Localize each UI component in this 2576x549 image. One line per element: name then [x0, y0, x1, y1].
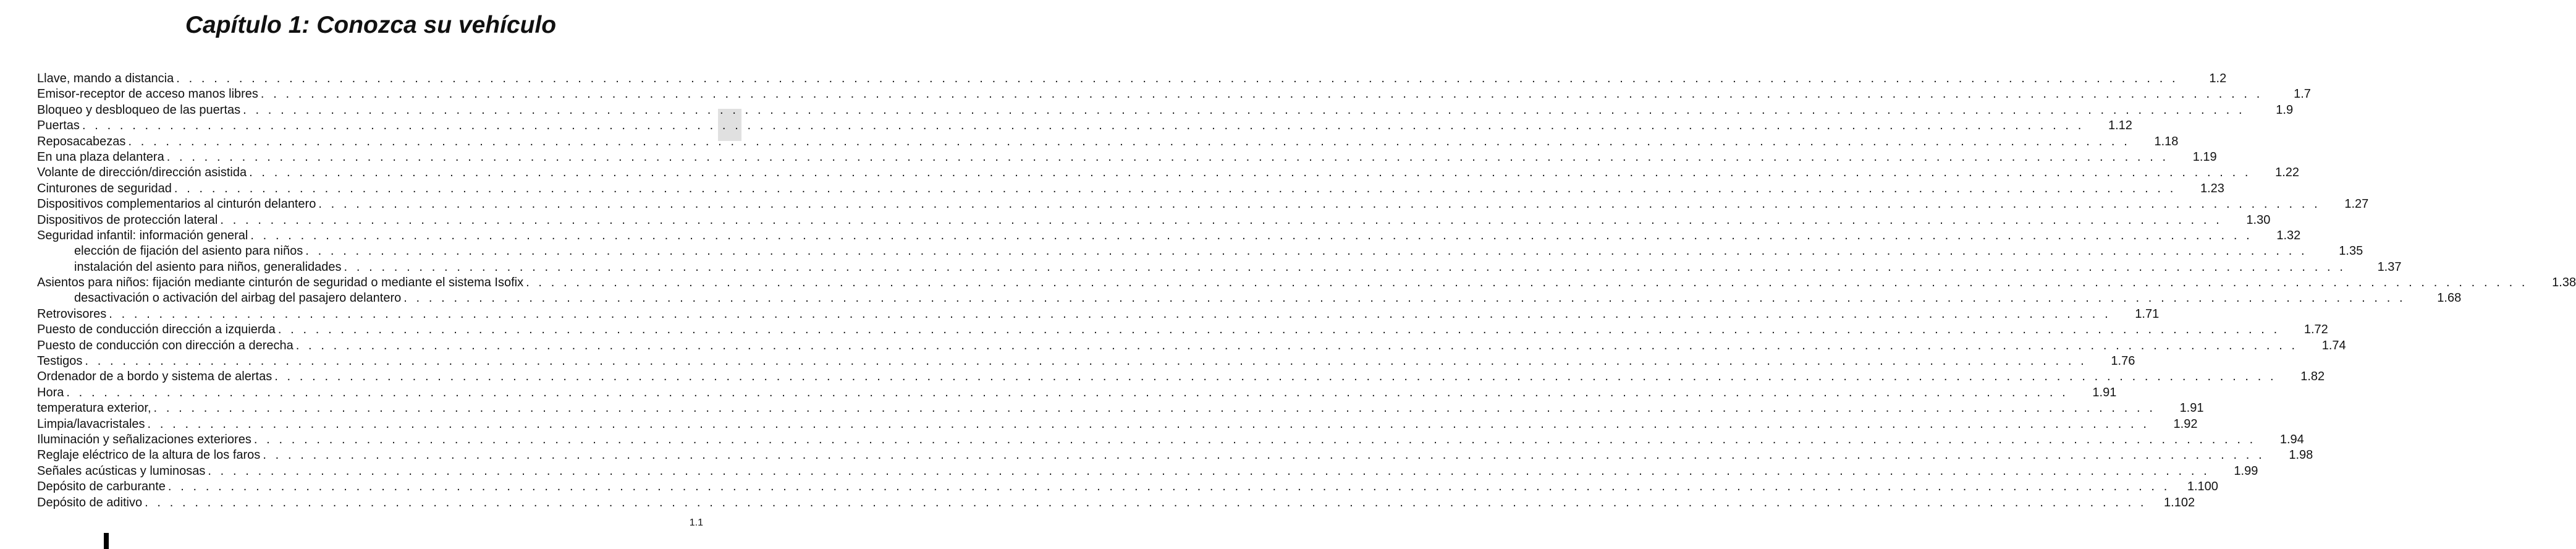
toc-entry-page: 1.98	[2289, 448, 2313, 462]
toc-leader-dots: . . . . . . . . . . . . . . . . . . . . . . . . . . . . . . . . . . . . . . . . . . . . . . . . . . . . . . . . . . . . . . . . . . . . . . . . . . . . . . . . . . . . . . . . . . . . . . . . . . . . . . . . . . . . . . . . . . . . . . . . . . . . . . . . . . . . . . . . . . . . . . . . . . . . . . . . . . . . . . . .	[153, 401, 2156, 415]
toc-entry-label: En una plaza delantera	[37, 150, 164, 164]
toc-entry[interactable]	[37, 71, 2227, 87]
toc-entry[interactable]	[37, 369, 2325, 385]
toc-entry-page: 1.76	[2111, 354, 2135, 368]
toc-entry-label: Puesto de conducción con dirección a derecha	[37, 338, 293, 352]
toc-leader-dots: . . . . . . . . . . . . . . . . . . . . . . . . . . . . . . . . . . . . . . . . . . . . . . . . . . . . . . . . . . . . . . . . . . . . . . . . . . . . . . . . . . . . . . . . . . . . . . . . . . . . . . . . . . . . . . . . . . . . . . . . . . . . . . . . . . . . . . . . . . . . . . . . . . . . . . . . . . . . . . . .	[260, 87, 2263, 101]
toc-entry-page: 1.23	[2200, 181, 2224, 195]
toc-entry[interactable]	[37, 103, 2294, 118]
toc-entry[interactable]	[37, 385, 2117, 401]
page-number: 1.1	[689, 517, 703, 528]
toc-entry-page: 1.100	[2187, 480, 2218, 494]
toc-entry[interactable]	[37, 134, 2179, 150]
toc-entry-label: Puertas	[37, 119, 80, 133]
toc-entry[interactable]	[37, 165, 2300, 181]
toc-leader-dots: . . . . . . . . . . . . . . . . . . . . . . . . . . . . . . . . . . . . . . . . . . . . . . . . . . . . . . . . . . . . . . . . . . . . . . . . . . . . . . . . . . . . . . . . . . . . . . . . . . . . . . . . . . . . . . . . . . . . . . . . . . . . . . . . . . . . . . . . . . . . . . . . . . . . . . . . . . . . . . . .	[403, 291, 2406, 305]
toc-leader-dots: . . . . . . . . . . . . . . . . . . . . . . . . . . . . . . . . . . . . . . . . . . . . . . . . . . . . . . . . . . . . . . . . . . . . . . . . . . . . . . . . . . . . . . . . . . . . . . . . . . . . . . . . . . . . . . . . . . . . . . . . . . . . . . . . . . . . . . . . . . . . . . . . . . . . . . . . . . . . . . . .	[253, 432, 2256, 446]
toc-entry[interactable]	[37, 464, 2258, 479]
toc-entry[interactable]	[37, 228, 2301, 244]
toc-entry[interactable]	[37, 197, 2369, 212]
toc-leader-dots: . . . . . . . . . . . . . . . . . . . . . . . . . . . . . . . . . . . . . . . . . . . . . . . . . . . . . . . . . . . . . . . . . . . . . . . . . . . . . . . . . . . . . . . . . . . . . . . . . . . . . . . . . . . . . . . . . . . . . . . . . . . . . . . . . . . . . . . . . . . . . . . . . . . . . . . . . . . . . . . .	[220, 213, 2223, 227]
toc-leader-dots: . . . . . . . . . . . . . . . . . . . . . . . . . . . . . . . . . . . . . . . . . . . . . . . . . . . . . . . . . . . . . . . . . . . . . . . . . . . . . . . . . . . . . . . . . . . . . . . . . . . . . . . . . . . . . . . . . . . . . . . . . . . . . . . . . . . . . . . . . . . . . . . . . . . . . . . . . . . . . . . .	[66, 385, 2069, 399]
toc-entry-page: 1.68	[2437, 291, 2462, 305]
toc-entry-page: 1.74	[2321, 338, 2346, 352]
toc-entry[interactable]	[37, 448, 2313, 463]
toc-leader-dots: . . . . . . . . . . . . . . . . . . . . . . . . . . . . . . . . . . . . . . . . . . . . . . . . . . . . . . . . . . . . . . . . . . . . . . . . . . . . . . . . . . . . . . . . . . . . . . . . . . . . . . . . . . . . . . . . . . . . . . . . . . . . . . . . . . . . . . . . . . . . . . . . . . . . . . . . . . . . . . . .	[305, 244, 2308, 258]
toc-leader-dots: . . . . . . . . . . . . . . . . . . . . . . . . . . . . . . . . . . . . . . . . . . . . . . . . . . . . . . . . . . . . . . . . . . . . . . . . . . . . . . . . . . . . . . . . . . . . . . . . . . . . . . . . . . . . . . . . . . . . . . . . . . . . . . . . . . . . . . . . . . . . . . . . . . . . . . . . . . . . . . . .	[277, 323, 2280, 337]
toc-entry-label: Reglaje eléctrico de la altura de los faros	[37, 448, 261, 462]
toc-leader-dots: . . . . . . . . . . . . . . . . . . . . . . . . . . . . . . . . . . . . . . . . . . . . . . . . . . . . . . . . . . . . . . . . . . . . . . . . . . . . . . . . . . . . . . . . . . . . . . . . . . . . . . . . . . . . . . . . . . . . . . . . . . . . . . . . . . . . . . . . . . . . . . . . . . . . . . . . . . . . . . . .	[263, 448, 2265, 462]
toc-leader-dots: . . . . . . . . . . . . . . . . . . . . . . . . . . . . . . . . . . . . . . . . . . . . . . . . . . . . . . . . . . . . . . . . . . . . . . . . . . . . . . . . . . . . . . . . . . . . . . . . . . . . . . . . . . . . . . . . . . . . . . . . . . . . . . . . . . . . . . . . . . . . . . . . . . . . . . . . . . . . . . . .	[208, 464, 2210, 478]
toc-entry-label: Limpia/lavacristales	[37, 417, 145, 431]
toc-leader-dots: . . . . . . . . . . . . . . . . . . . . . . . . . . . . . . . . . . . . . . . . . . . . . . . . . . . . . . . . . . . . . . . . . . . . . . . . . . . . . . . . . . . . . . . . . . . . . . . . . . . . . . . . . . . . . . . . . . . . . . . . . . . . . . . . . . . . . . . . . . . . . . . . . . . . . . . . . . . . . . . .	[318, 197, 2321, 211]
toc-entry-label: Testigos	[37, 354, 83, 368]
toc-entry-page: 1.7	[2294, 87, 2311, 101]
toc-entry-label: Emisor-receptor de acceso manos libres	[37, 87, 258, 101]
toc-entry-label: temperatura exterior,	[37, 401, 151, 415]
toc-entry[interactable]	[37, 150, 2217, 165]
toc-entry-page: 1.2	[2209, 72, 2227, 85]
toc-leader-dots: . . . . . . . . . . . . . . . . . . . . . . . . . . . . . . . . . . . . . . . . . . . . . . . . . . . . . . . . . . . . . . . . . . . . . . . . . . . . . . . . . . . . . . . . . . . . . . . . . . . . . . . . . . . . . . . . . . . . . . . . . . . . . . . . . . . . . . . . . . . . . . . . . . . . . . . . . . . . . . . .	[82, 119, 2084, 133]
toc-entry-page: 1.82	[2300, 370, 2325, 384]
toc-subentry[interactable]	[37, 244, 2363, 259]
toc-entry-page: 1.37	[2377, 260, 2402, 274]
toc-entry-page: 1.99	[2234, 464, 2258, 478]
toc-entry-page: 1.9	[2276, 103, 2294, 117]
toc-leader-dots: . . . . . . . . . . . . . . . . . . . . . . . . . . . . . . . . . . . . . . . . . . . . . . . . . . . . . . . . . . . . . . . . . . . . . . . . . . . . . . . . . . . . . . . . . . . . . . . . . . . . . . . . . . . . . . . . . . . . . . . . . . . . . . . . . . . . . . . . . . . . . . . . . . . . . . . . . . . . . . . .	[250, 228, 2253, 242]
toc-entry-label: Iluminación y señalizaciones exteriores	[37, 432, 251, 446]
toc-entry-label: Hora	[37, 385, 64, 399]
toc-entry-page: 1.72	[2304, 323, 2328, 337]
toc-entry-label: Ordenador de a bordo y sistema de alertas	[37, 370, 272, 384]
toc-entry-label: Reposacabezas	[37, 134, 126, 148]
toc-entry-label: Seguridad infantil: información general	[37, 228, 248, 242]
toc-entry[interactable]	[37, 87, 2311, 102]
toc-leader-dots: . . . . . . . . . . . . . . . . . . . . . . . . . . . . . . . . . . . . . . . . . . . . . . . . . . . . . . . . . . . . . . . . . . . . . . . . . . . . . . . . . . . . . . . . . . . . . . . . . . . . . . . . . . . . . . . . . . . . . . . . . . . . . . . . . . . . . . . . . . . . . . . . . . . . . . . . . . . . . . . .	[109, 307, 2111, 321]
toc-entry[interactable]	[37, 401, 2204, 416]
toc-subentry[interactable]	[37, 291, 2462, 306]
toc-leader-dots: . . . . . . . . . . . . . . . . . . . . . . . . . . . . . . . . . . . . . . . . . . . . . . . . . . . . . . . . . . . . . . . . . . . . . . . . . . . . . . . . . . . . . . . . . . . . . . . . . . . . . . . . . . . . . . . . . . . . . . . . . . . . . . . . . . . . . . . . . . . . . . . . . . . . . . . . . . . . . . . .	[85, 354, 2087, 368]
toc-entry[interactable]	[37, 338, 2346, 354]
toc-subentry[interactable]	[37, 260, 2402, 275]
toc-entry-label: Volante de dirección/dirección asistida	[37, 166, 247, 180]
toc-entry-page: 1.35	[2339, 244, 2363, 258]
toc-entry-page: 1.38	[2552, 276, 2576, 290]
toc-entry-page: 1.91	[2092, 385, 2117, 399]
toc-leader-dots: . . . . . . . . . . . . . . . . . . . . . . . . . . . . . . . . . . . . . . . . . . . . . . . . . . . . . . . . . . . . . . . . . . . . . . . . . . . . . . . . . . . . . . . . . . . . . . . . . . . . . . . . . . . . . . . . . . . . . . . . . . . . . . . . . . . . . . . . . . . . . . . . . . . . . . . . . . . . . . . .	[147, 417, 2150, 431]
toc-leader-dots: . . . . . . . . . . . . . . . . . . . . . . . . . . . . . . . . . . . . . . . . . . . . . . . . . . . . . . . . . . . . . . . . . . . . . . . . . . . . . . . . . . . . . . . . . . . . . . . . . . . . . . . . . . . . . . . . . . . . . . . . . . . . . . . . . . . . . . . . . . . . . . . . . . . . . . . . . . . . . . . .	[145, 495, 2147, 509]
toc-entry[interactable]	[37, 307, 2160, 322]
toc-leader-dots: . . . . . . . . . . . . . . . . . . . . . . . . . . . . . . . . . . . . . . . . . . . . . . . . . . . . . . . . . . . . . . . . . . . . . . . . . . . . . . . . . . . . . . . . . . . . . . . . . . . . . . . . . . . . . . . . . . . . . . . . . . . . . . . . . . . . . . . . . . . . . . . . . . . . . . . . . . . . . . . .	[128, 134, 2130, 148]
toc-entry-page: 1.71	[2135, 307, 2160, 321]
toc-entry-label: Señales acústicas y luminosas	[37, 464, 206, 478]
toc-leader-dots: . . . . . . . . . . . . . . . . . . . . . . . . . . . . . . . . . . . . . . . . . . . . . . . . . . . . . . . . . . . . . . . . . . . . . . . . . . . . . . . . . . . . . . . . . . . . . . . . . . . . . . . . . . . . . . . . . . . . . . . . . . . . . . . . . . . . . . . . . . . . . . . . . . . . . . . . . . . . . . . .	[174, 181, 2176, 195]
toc-entry-label: Depósito de aditivo	[37, 495, 143, 509]
toc-entry[interactable]	[37, 322, 2328, 338]
toc-leader-dots: . . . . . . . . . . . . . . . . . . . . . . . . . . . . . . . . . . . . . . . . . . . . . . . . . . . . . . . . . . . . . . . . . . . . . . . . . . . . . . . . . . . . . . . . . . . . . . . . . . . . . . . . . . . . . . . . . . . . . . . . . . . . . . . . . . . . . . . . . . . . . . . . . . . . . . . . . . . . . . . .	[526, 276, 2528, 290]
toc-entry-page: 1.19	[2192, 150, 2217, 164]
toc-entry-label: elección de fijación del asiento para niños	[74, 244, 303, 258]
toc-entry[interactable]	[37, 213, 2271, 228]
toc-entry[interactable]	[37, 417, 2198, 432]
toc-leader-dots: . . . . . . . . . . . . . . . . . . . . . . . . . . . . . . . . . . . . . . . . . . . . . . . . . . . . . . . . . . . . . . . . . . . . . . . . . . . . . . . . . . . . . . . . . . . . . . . . . . . . . . . . . . . . . . . . . . . . . . . . . . . . . . . . . . . . . . . . . . . . . . . . . . . . . . . . . . . . . . . .	[243, 103, 2245, 117]
toc-entry-label: Dispositivos complementarios al cinturón delantero	[37, 197, 316, 211]
toc-leader-dots: . . . . . . . . . . . . . . . . . . . . . . . . . . . . . . . . . . . . . . . . . . . . . . . . . . . . . . . . . . . . . . . . . . . . . . . . . . . . . . . . . . . . . . . . . . . . . . . . . . . . . . . . . . . . . . . . . . . . . . . . . . . . . . . . . . . . . . . . . . . . . . . . . . . . . . . . . . . . . . . .	[344, 260, 2346, 274]
toc-entry-label: Puesto de conducción dirección a izquierda	[37, 323, 276, 337]
toc-entry-label: Dispositivos de protección lateral	[37, 213, 218, 227]
toc-entry-label: Llave, mando a distancia	[37, 72, 174, 85]
toc-entry[interactable]	[37, 181, 2224, 197]
toc-entry-page: 1.30	[2246, 213, 2271, 227]
toc-entry-page: 1.91	[2179, 401, 2204, 415]
toc-leader-dots: . . . . . . . . . . . . . . . . . . . . . . . . . . . . . . . . . . . . . . . . . . . . . . . . . . . . . . . . . . . . . . . . . . . . . . . . . . . . . . . . . . . . . . . . . . . . . . . . . . . . . . . . . . . . . . . . . . . . . . . . . . . . . . . . . . . . . . . . . . . . . . . . . . . . . . . . . . . . . . . .	[274, 370, 2277, 384]
toc-leader-dots: . . . . . . . . . . . . . . . . . . . . . . . . . . . . . . . . . . . . . . . . . . . . . . . . . . . . . . . . . . . . . . . . . . . . . . . . . . . . . . . . . . . . . . . . . . . . . . . . . . . . . . . . . . . . . . . . . . . . . . . . . . . . . . . . . . . . . . . . . . . . . . . . . . . . . . . . . . . . . . . .	[166, 150, 2169, 164]
toc-entry[interactable]	[37, 479, 2218, 495]
toc-entry-page: 1.92	[2173, 417, 2198, 431]
toc-entry-label: Depósito de carburante	[37, 480, 166, 494]
toc-leader-dots: . . . . . . . . . . . . . . . . . . . . . . . . . . . . . . . . . . . . . . . . . . . . . . . . . . . . . . . . . . . . . . . . . . . . . . . . . . . . . . . . . . . . . . . . . . . . . . . . . . . . . . . . . . . . . . . . . . . . . . . . . . . . . . . . . . . . . . . . . . . . . . . . . . . . . . . . . . . . . . . .	[249, 166, 2252, 180]
toc-entry-page: 1.18	[2154, 134, 2179, 148]
crop-mark	[104, 533, 109, 549]
toc-entry-label: desactivación o activación del airbag del pasajero delantero	[74, 291, 402, 305]
toc-leader-dots: . . . . . . . . . . . . . . . . . . . . . . . . . . . . . . . . . . . . . . . . . . . . . . . . . . . . . . . . . . . . . . . . . . . . . . . . . . . . . . . . . . . . . . . . . . . . . . . . . . . . . . . . . . . . . . . . . . . . . . . . . . . . . . . . . . . . . . . . . . . . . . . . . . . . . . . . . . . . . . . .	[295, 338, 2298, 352]
toc-entry-label: instalación del asiento para niños, generalidades	[74, 260, 342, 274]
toc-entry[interactable]	[37, 432, 2304, 448]
toc-entry[interactable]	[37, 495, 2195, 511]
table-of-contents	[37, 71, 2576, 511]
toc-entry-page: 1.102	[2164, 495, 2195, 509]
toc-entry[interactable]	[37, 118, 2132, 134]
toc-entry[interactable]	[37, 354, 2135, 369]
toc-entry-label: Asientos para niños: fijación mediante cinturón de seguridad o mediante el sistema Isofix	[37, 276, 524, 290]
toc-entry-page: 1.27	[2344, 197, 2369, 211]
toc-entry[interactable]	[37, 275, 2576, 291]
chapter-title: Capítulo 1: Conozca su vehículo	[185, 12, 557, 38]
toc-entry-label: Cinturones de seguridad	[37, 181, 172, 195]
toc-leader-dots: . . . . . . . . . . . . . . . . . . . . . . . . . . . . . . . . . . . . . . . . . . . . . . . . . . . . . . . . . . . . . . . . . . . . . . . . . . . . . . . . . . . . . . . . . . . . . . . . . . . . . . . . . . . . . . . . . . . . . . . . . . . . . . . . . . . . . . . . . . . . . . . . . . . . . . . . . . . . . . . .	[176, 72, 2179, 85]
toc-entry-page: 1.32	[2276, 228, 2301, 242]
toc-entry-page: 1.12	[2108, 119, 2132, 133]
toc-leader-dots: . . . . . . . . . . . . . . . . . . . . . . . . . . . . . . . . . . . . . . . . . . . . . . . . . . . . . . . . . . . . . . . . . . . . . . . . . . . . . . . . . . . . . . . . . . . . . . . . . . . . . . . . . . . . . . . . . . . . . . . . . . . . . . . . . . . . . . . . . . . . . . . . . . . . . . . . . . . . . . . .	[167, 480, 2170, 494]
toc-entry-page: 1.94	[2279, 432, 2304, 446]
toc-entry-label: Bloqueo y desbloqueo de las puertas	[37, 103, 241, 117]
toc-entry-label: Retrovisores	[37, 307, 107, 321]
toc-entry-page: 1.22	[2275, 166, 2300, 180]
